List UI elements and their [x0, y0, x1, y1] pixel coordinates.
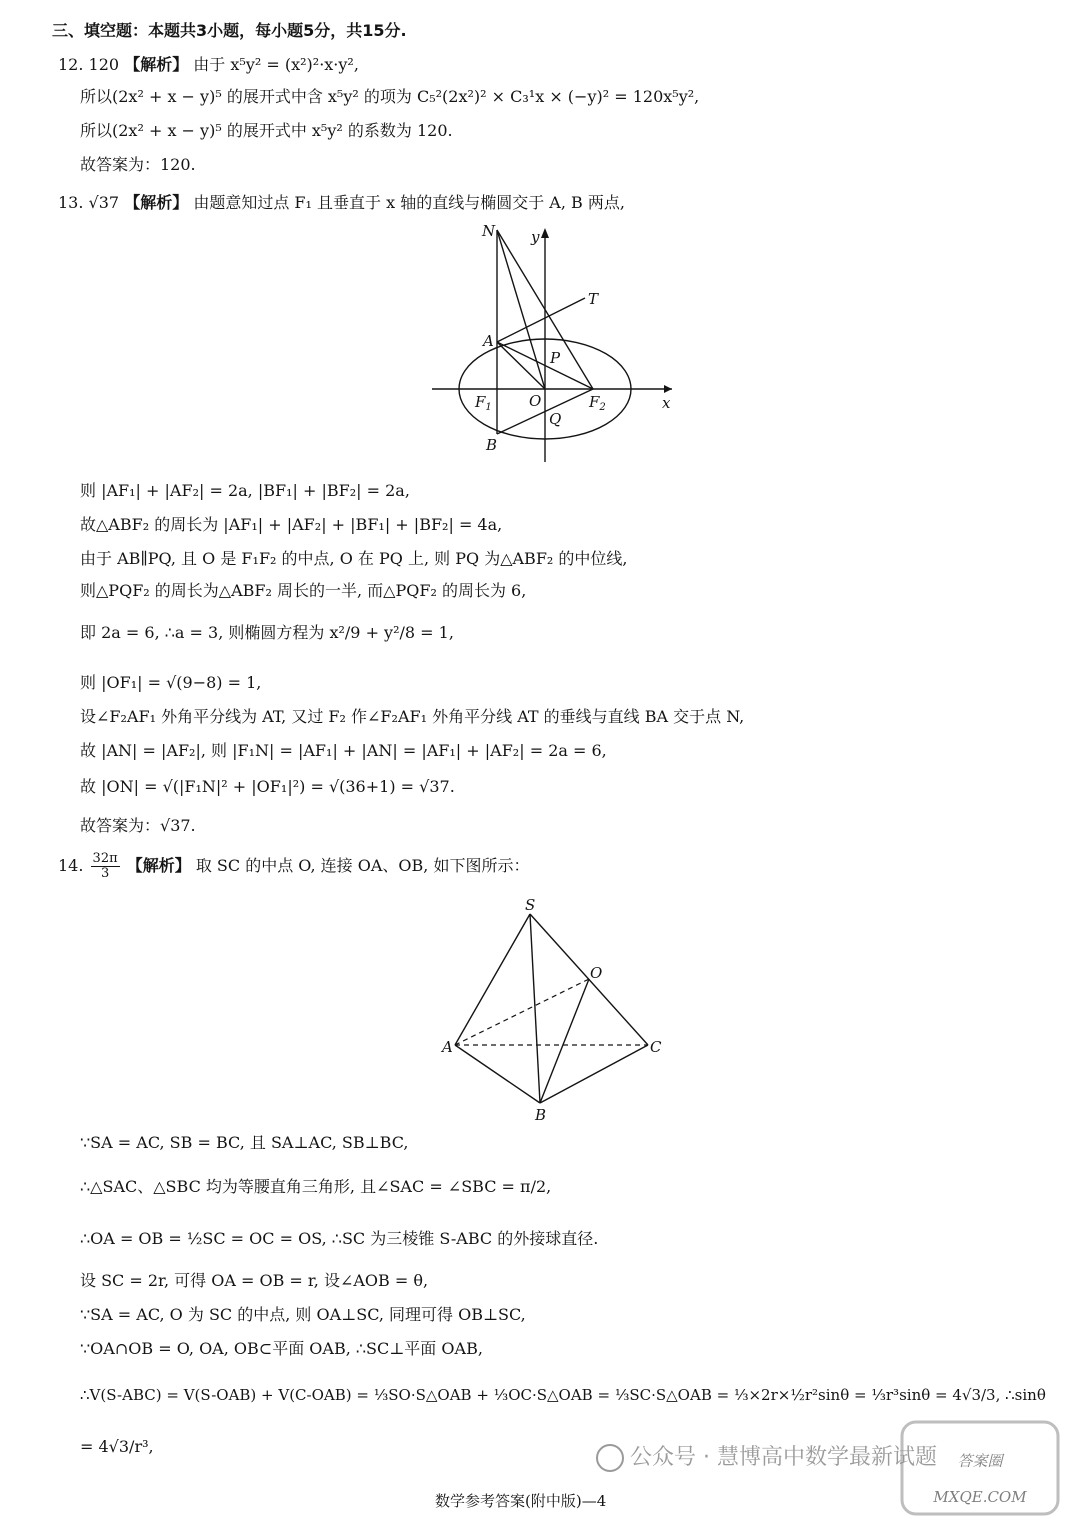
label-o: O — [590, 964, 603, 982]
svg-text:答案圈: 答案圈 — [957, 1452, 1003, 1470]
q13-line-7: 设∠F₂AF₁ 外角平分线为 AT, 又过 F₂ 作∠F₂AF₁ 外角平分线 AT 的垂线与直线 BA 交于点 N, — [80, 707, 745, 726]
q12-line1: 由于 x⁵y² = (x²)²·x·y², — [193, 55, 359, 74]
q14-line-7: ∴V(S-ABC) = V(S-OAB) + V(C-OAB) = ⅓SO·S△OAB + ⅓OC·S△OAB = ⅓SC·S△OAB = ⅓×2r×½r²sinθ = ⅓r³sinθ = 4√3/3, ∴sinθ — [80, 1386, 1046, 1404]
q14-line-1: ∵SA = AC, SB = BC, 且 SA⊥AC, SB⊥BC, — [80, 1133, 409, 1152]
q13-line-5: 即 2a = 6, ∴a = 3, 则椭圆方程为 x²/9 + y²/8 = 1, — [80, 623, 454, 642]
label-q: Q — [549, 410, 562, 428]
label-y: y — [531, 228, 540, 246]
y-axis-arrow — [541, 228, 549, 238]
q13-line-9: 故 |ON| = √(|F₁N|² + |OF₁|²) = √(36+1) = √37. — [80, 777, 455, 796]
q14-line-4: 设 SC = 2r, 可得 OA = OB = r, 设∠AOB = θ, — [80, 1271, 429, 1290]
label-b: B — [486, 436, 498, 454]
svg-text:MXQE.COM: MXQE.COM — [933, 1488, 1027, 1506]
label-a: A — [442, 1038, 453, 1056]
q12-number: 12. — [58, 55, 84, 74]
edge-sa — [455, 914, 530, 1045]
line-at — [497, 298, 585, 342]
q12-line3: 所以(2x² + x − y)⁵ 的展开式中 x⁵y² 的系数为 120. — [80, 121, 453, 140]
q13-line-2: 故△ABF₂ 的周长为 |AF₁| + |AF₂| + |BF₁| + |BF₂| = 4a, — [80, 515, 503, 534]
edge-sb — [530, 914, 540, 1103]
q12-line4: 故答案为：120. — [80, 155, 196, 174]
q14-number: 14. — [58, 856, 84, 875]
label-t: T — [588, 290, 599, 308]
label-x: x — [662, 394, 671, 412]
q13-tag: 【解析】 — [124, 193, 189, 212]
label-c: C — [650, 1038, 662, 1056]
q13-line-3: 由于 AB∥PQ, 且 O 是 F₁F₂ 的中点, O 在 PQ 上, 则 PQ 为△ABF₂ 的中位线, — [80, 549, 628, 568]
q13-line-4: 则△PQF₂ 的周长为△ABF₂ 周长的一半, 而△PQF₂ 的周长为 6, — [80, 581, 527, 600]
q13-line-1: 则 |AF₁| + |AF₂| = 2a, |BF₁| + |BF₂| = 2a, — [80, 481, 410, 500]
edge-ab — [455, 1045, 540, 1103]
q12-answer: 120 — [88, 55, 120, 74]
page-footer: 数学参考答案(附中版)—4 — [435, 1492, 607, 1510]
label-f2: $F_2$ — [589, 393, 606, 413]
q14-line-3: ∴OA = OB = ½SC = OC = OS, ∴SC 为三棱锥 S-ABC 的外接球直径. — [80, 1229, 599, 1248]
q13-line-6: 则 |OF₁| = √(9−8) = 1, — [80, 673, 262, 692]
q14-line-5: ∵SA = AC, O 为 SC 的中点, 则 OA⊥SC, 同理可得 OB⊥SC, — [80, 1305, 526, 1324]
label-f1: $F_1$ — [475, 393, 492, 413]
tetrahedron-diagram — [430, 890, 670, 1126]
label-b: B — [535, 1106, 547, 1124]
q14-line-8: = 4√3/r³, — [80, 1437, 154, 1456]
q14-tag: 【解析】 — [126, 856, 191, 875]
label-a: A — [483, 332, 494, 350]
q14-line-6: ∵OA∩OB = O, OA, OB⊂平面 OAB, ∴SC⊥平面 OAB, — [80, 1339, 483, 1358]
watermark: 公众号 · 慧博高中数学最新试题 — [596, 1440, 937, 1472]
ellipse-diagram — [420, 218, 690, 468]
label-o: O — [529, 392, 542, 410]
q13-line-8: 故 |AN| = |AF₂|, 则 |F₁N| = |AF₁| + |AN| = |AF₁| + |AF₂| = 2a = 6, — [80, 741, 607, 760]
label-s: S — [525, 896, 536, 914]
q13-intro: 由题意知过点 F₁ 且垂直于 x 轴的直线与椭圆交于 A, B 两点, — [193, 193, 625, 212]
wechat-icon — [596, 1444, 624, 1472]
logo-stamp — [900, 1418, 1060, 1518]
q13-number: 13. — [58, 193, 84, 212]
q13-answer: √37 — [88, 193, 120, 212]
q14-intro: 取 SC 的中点 O, 连接 OA、OB, 如下图所示： — [195, 856, 530, 875]
q14-line-2: ∴△SAC、△SBC 均为等腰直角三角形, 且∠SAC = ∠SBC = π/2, — [80, 1177, 552, 1196]
edge-bc — [540, 1045, 648, 1103]
q13-line-10: 故答案为：√37. — [80, 816, 196, 835]
q12-line2: 所以(2x² + x − y)⁵ 的展开式中含 x⁵y² 的项为 C₅²(2x²)² × C₃¹x × (−y)² = 120x⁵y², — [80, 87, 700, 106]
label-p: P — [550, 349, 561, 367]
section-header: 三、填空题：本题共3小题，每小题5分，共15分. — [52, 21, 407, 40]
edge-ob — [540, 979, 589, 1103]
label-n: N — [482, 222, 496, 240]
edge-oa-dashed — [455, 979, 589, 1045]
q14-answer: $\frac{32\pi}{3}$ — [92, 851, 118, 881]
q12-tag: 【解析】 — [124, 55, 189, 74]
x-axis-arrow — [664, 385, 672, 393]
